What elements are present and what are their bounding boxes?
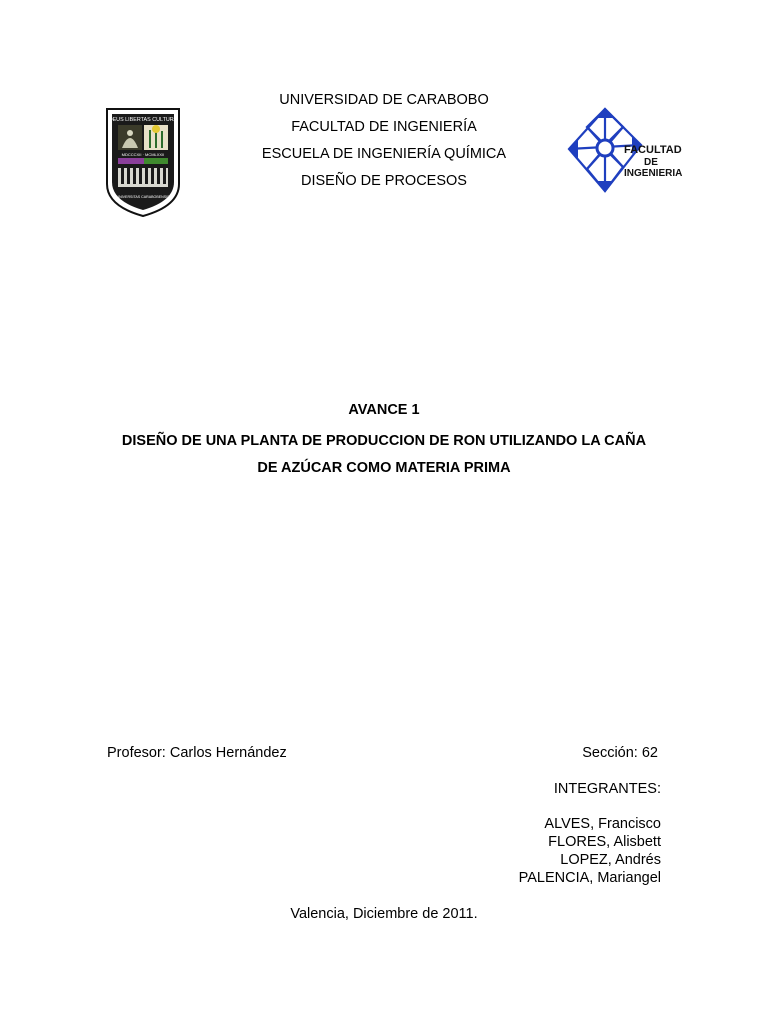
course-name: DISEÑO DE PROCESOS [301,173,467,189]
seal-ring-text: UNIVERSITAS CARABOBENSIS [116,195,170,199]
seal-motto-text: DEUS LIBERTAS CULTURA [108,117,178,123]
member-item: ALVES, Francisco [544,816,661,832]
university-name: UNIVERSIDAD DE CARABOBO [279,92,489,108]
members-heading: INTEGRANTES: [553,781,661,797]
school-name: ESCUELA DE INGENIERÍA QUÍMICA [261,146,507,162]
faculty-name: FACULTAD DE INGENIERÍA [291,119,477,135]
document-label: AVANCE 1 [348,402,420,418]
logo-text-line-3: INGENIERIA [624,168,683,179]
member-item: PALENCIA, Mariangel [518,870,661,886]
seal-years-text: MDCCCXII · MCMLXXII [121,152,165,157]
member-item: LOPEZ, Andrés [560,852,661,868]
section-number: Sección: 62 [582,745,658,761]
logo-text-line-2: DE [644,157,658,168]
document-title-line-2: DE AZÚCAR COMO MATERIA PRIMA [257,460,511,476]
document-title-line-1: DISEÑO DE UNA PLANTA DE PRODUCCION DE RON UTILIZANDO LA CAÑA [121,433,647,449]
member-item: FLORES, Alisbett [548,834,661,850]
logo-text-line-1: FACULTAD [624,144,682,156]
professor-name: Profesor: Carlos Hernández [107,745,287,761]
place-and-date: Valencia, Diciembre de 2011. [290,906,478,922]
